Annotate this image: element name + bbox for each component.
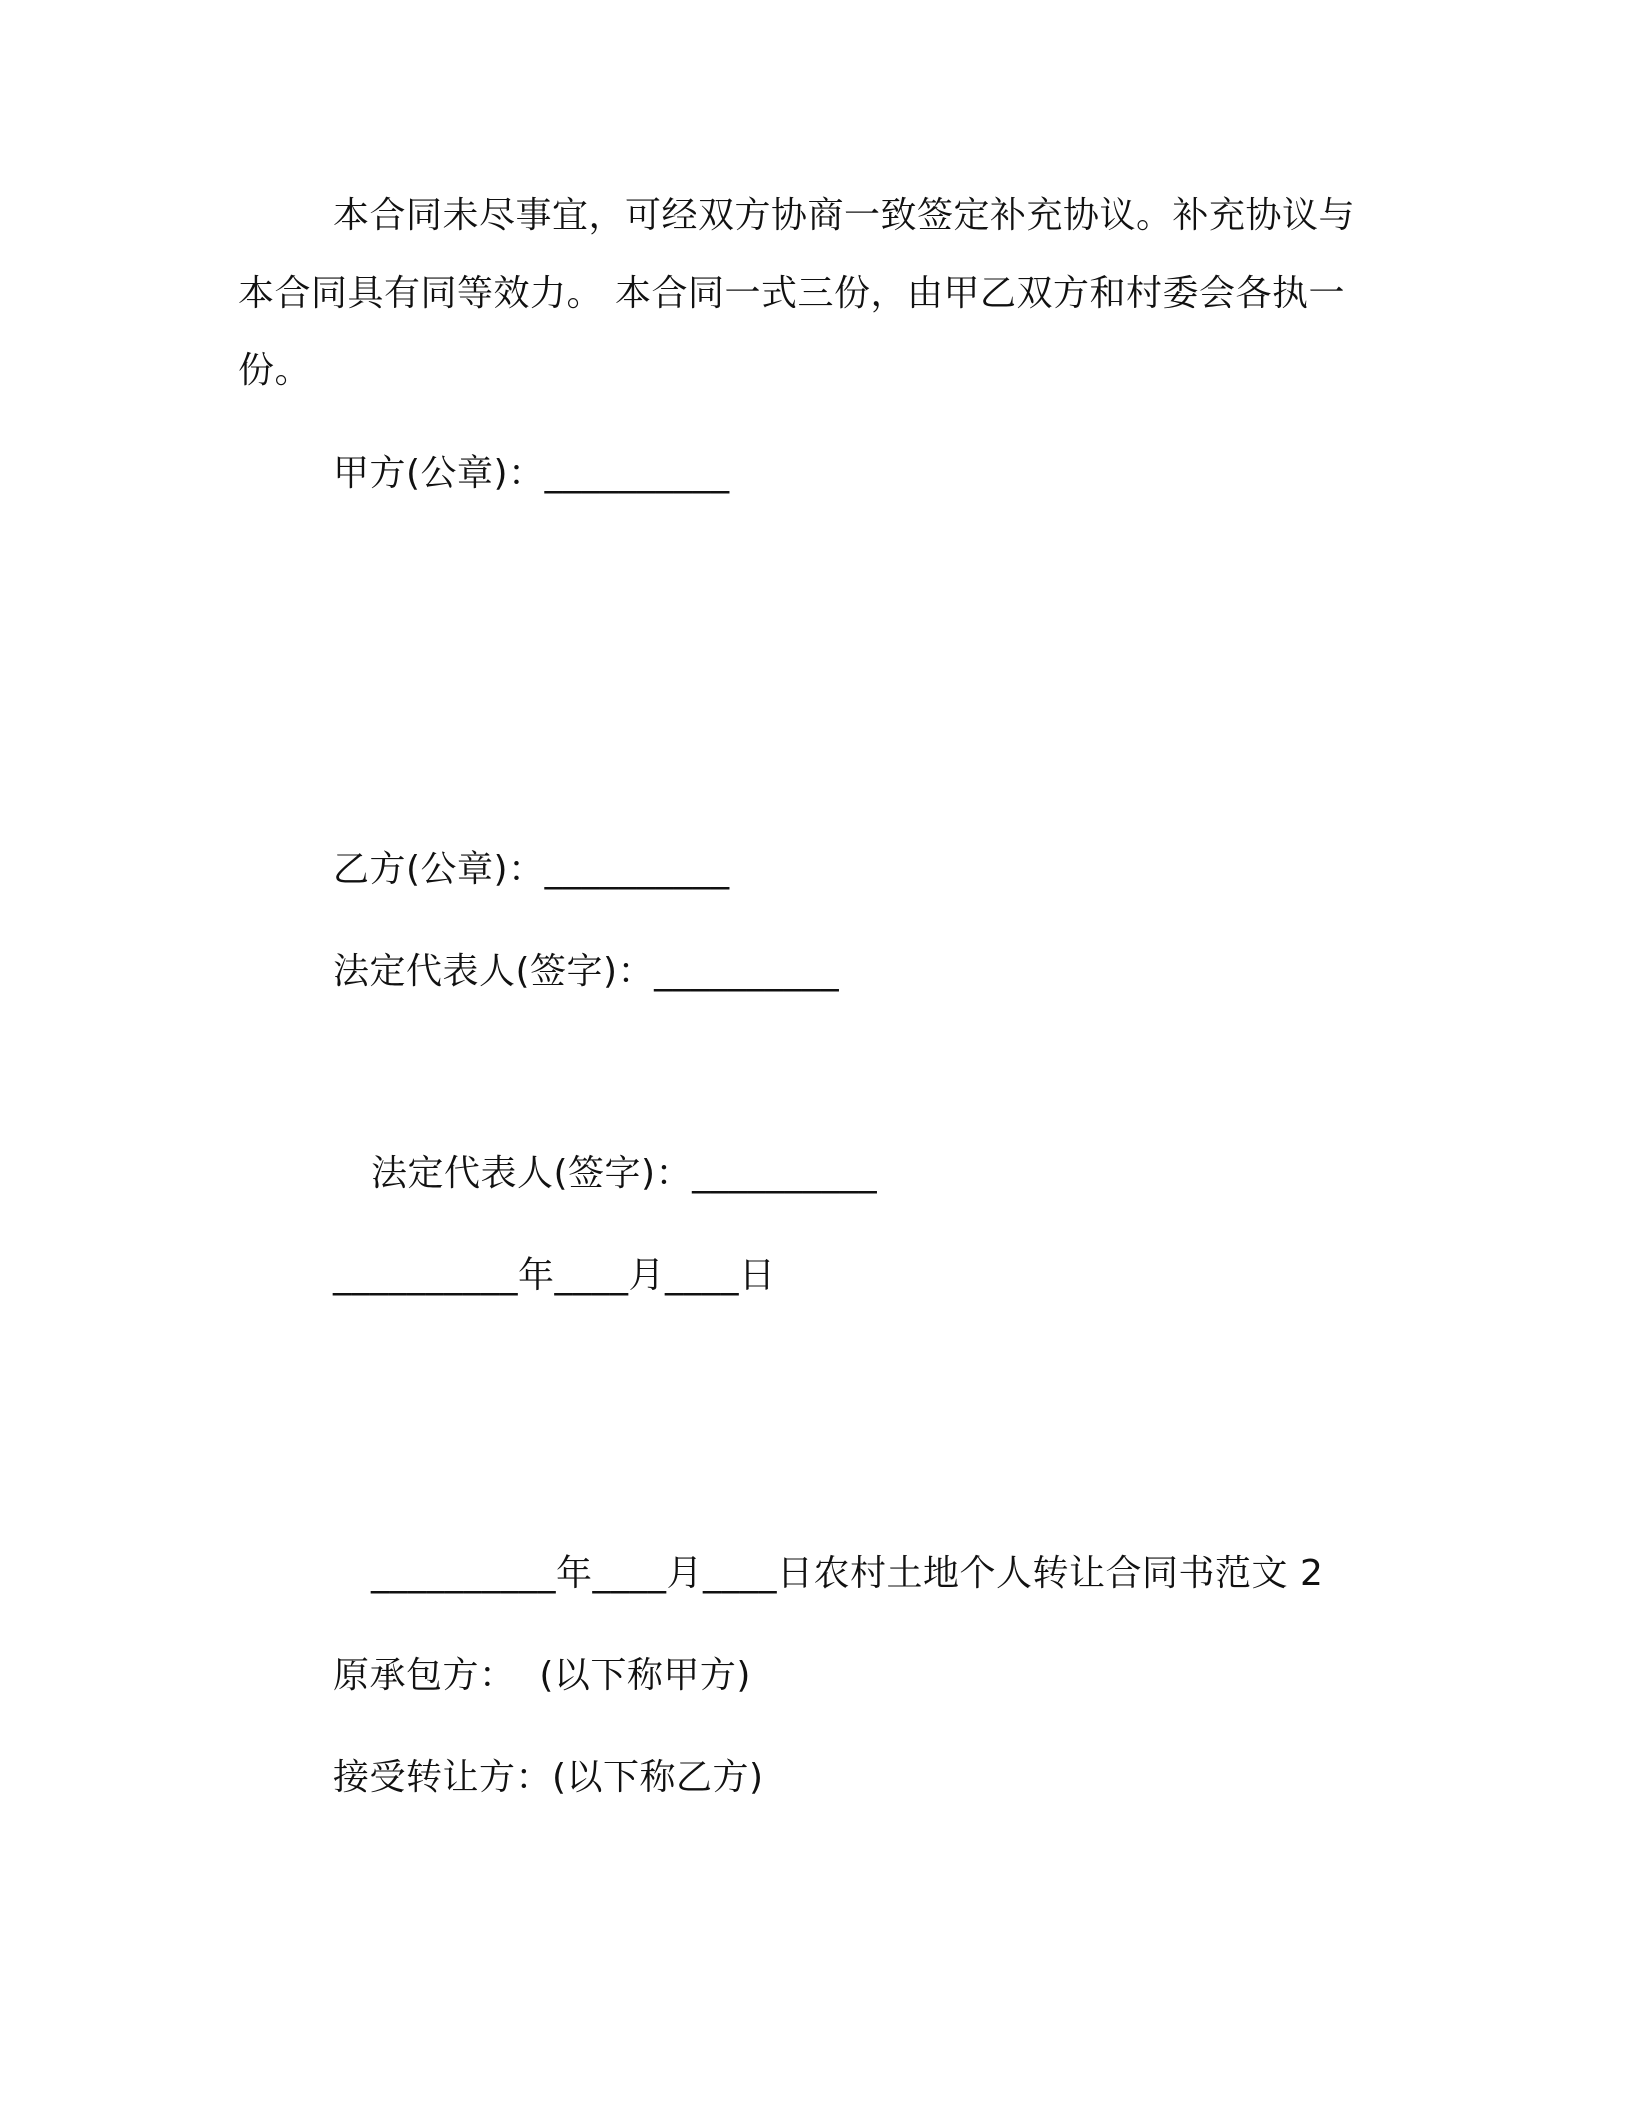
section-title: __________年____月____日农村土地个人转让合同书范文 2	[371, 1553, 1324, 1594]
original-contractor-line: 原承包方： (以下称甲方)	[333, 1655, 751, 1696]
date-field: __________年____月____日	[333, 1255, 776, 1296]
paragraph-line-3: 份。	[238, 350, 312, 391]
legal-representative-field-2: 法定代表人(签字)：__________	[371, 1153, 878, 1194]
party-a-seal-field: 甲方(公章)：__________	[333, 453, 730, 494]
transferee-line: 接受转让方：(以下称乙方)	[333, 1757, 764, 1798]
legal-representative-field-1: 法定代表人(签字)：__________	[333, 951, 840, 992]
paragraph-line-1: 本合同未尽事宜，可经双方协商一致签定补充协议。补充协议与	[333, 195, 1356, 236]
party-b-seal-field: 乙方(公章)：__________	[333, 849, 730, 890]
paragraph-line-2: 本合同具有同等效力。 本合同一式三份，由甲乙双方和村委会各执一	[238, 273, 1345, 314]
